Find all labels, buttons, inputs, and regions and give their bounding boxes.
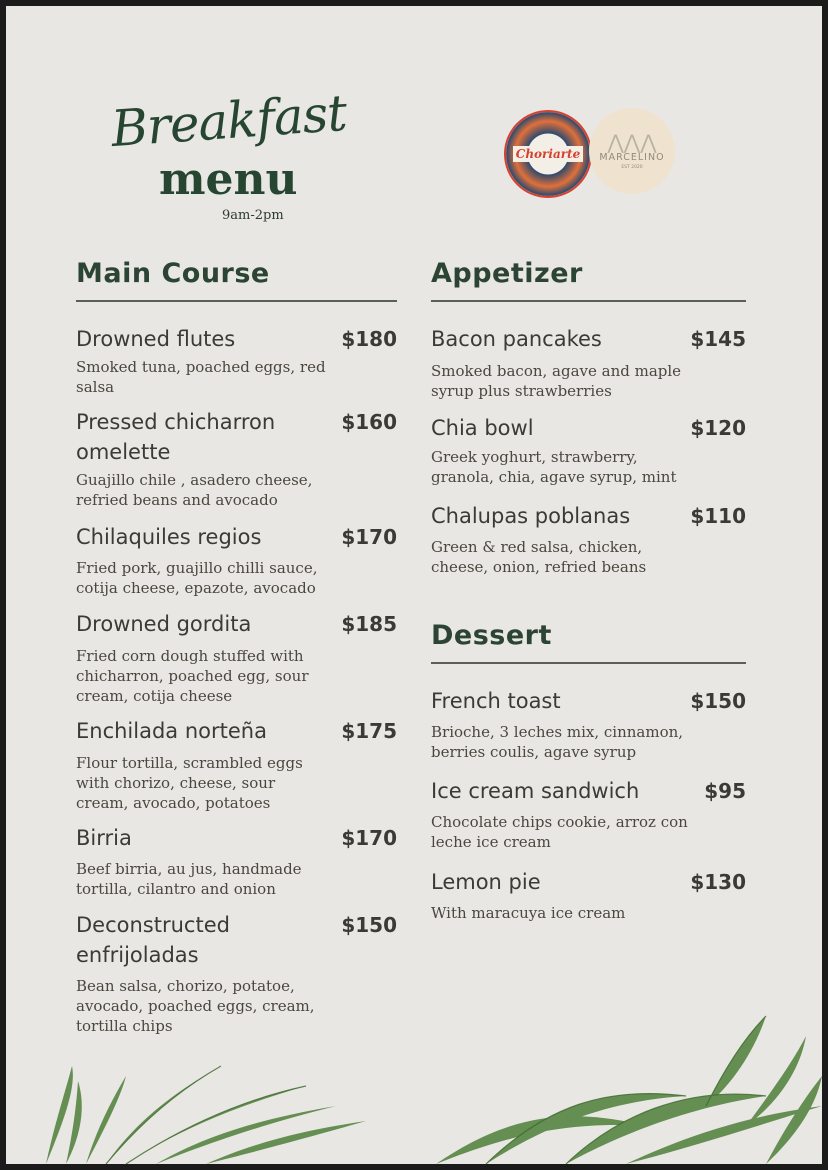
agave-icon: ⋀⋀⋀	[607, 130, 657, 154]
item-name: Pressed chicharron omelette	[76, 410, 276, 464]
item-name: Deconstructed enfrijoladas	[76, 913, 230, 967]
item-name: Chia bowl	[431, 416, 534, 440]
item-price: $150	[690, 689, 746, 713]
item-description: Greek yoghurt, strawberry, granola, chia, agave syrup, mint	[431, 448, 677, 486]
main-course-title: Main Course	[76, 258, 270, 289]
item-price: $160	[341, 410, 397, 434]
item-price: $180	[341, 327, 397, 351]
item-description: Flour tortilla, scrambled eggs with chorizo, cheese, sour cream, avocado, potatoes	[76, 754, 303, 812]
item-name: Enchilada norteña	[76, 719, 267, 743]
item-description: Fried corn dough stuffed with chicharron, poached egg, sour cream, cotija cheese	[76, 647, 309, 705]
item-price: $150	[341, 913, 397, 937]
marcelino-logo-text: MARCELINO	[599, 152, 665, 163]
item-name: Lemon pie	[431, 870, 541, 894]
item-name: French toast	[431, 689, 561, 713]
item-description: Chocolate chips cookie, arroz con leche ice cream	[431, 813, 688, 851]
breakfast-script-title: Breakfast	[109, 83, 349, 159]
item-name: Drowned flutes	[76, 327, 236, 351]
leaf-decoration-icon	[6, 6, 822, 1164]
item-price: $120	[690, 416, 746, 440]
item-price: $175	[341, 719, 397, 743]
item-description: Beef birria, au jus, handmade tortilla, cilantro and onion	[76, 860, 302, 898]
item-name: Birria	[76, 826, 132, 850]
hours-label: 9am-2pm	[222, 208, 284, 223]
item-price: $95	[704, 779, 746, 803]
item-price: $145	[690, 327, 746, 351]
marcelino-est-text: EST 2020	[621, 165, 643, 170]
item-name: Drowned gordita	[76, 612, 252, 636]
item-description: Smoked tuna, poached eggs, red salsa	[76, 358, 326, 396]
item-description: With maracuya ice cream	[431, 904, 626, 922]
item-name: Chilaquiles regios	[76, 525, 262, 549]
item-price: $110	[690, 504, 746, 528]
item-price: $170	[341, 525, 397, 549]
menu-page	[6, 6, 822, 1164]
appetizer-title: Appetizer	[431, 258, 583, 289]
item-description: Green & red salsa, chicken, cheese, onion, refried beans	[431, 538, 647, 576]
item-name: Bacon pancakes	[431, 327, 602, 351]
menu-title: menu	[159, 154, 298, 205]
item-name: Ice cream sandwich	[431, 779, 640, 803]
item-description: Fried pork, guajillo chilli sauce, cotija cheese, epazote, avocado	[76, 559, 318, 597]
item-description: Guajillo chile , asadero cheese, refried beans and avocado	[76, 471, 313, 509]
dessert-title: Dessert	[431, 620, 552, 651]
choriarte-logo-text: Choriarte	[513, 146, 583, 162]
item-price: $170	[341, 826, 397, 850]
item-price: $185	[341, 612, 397, 636]
item-description: Brioche, 3 leches mix, cinnamon, berries coulis, agave syrup	[431, 723, 684, 761]
item-name: Chalupas poblanas	[431, 504, 631, 528]
item-description: Bean salsa, chorizo, potatoe, avocado, poached eggs, cream, tortilla chips	[76, 977, 315, 1035]
item-price: $130	[690, 870, 746, 894]
item-description: Smoked bacon, agave and maple syrup plus strawberries	[431, 362, 682, 400]
